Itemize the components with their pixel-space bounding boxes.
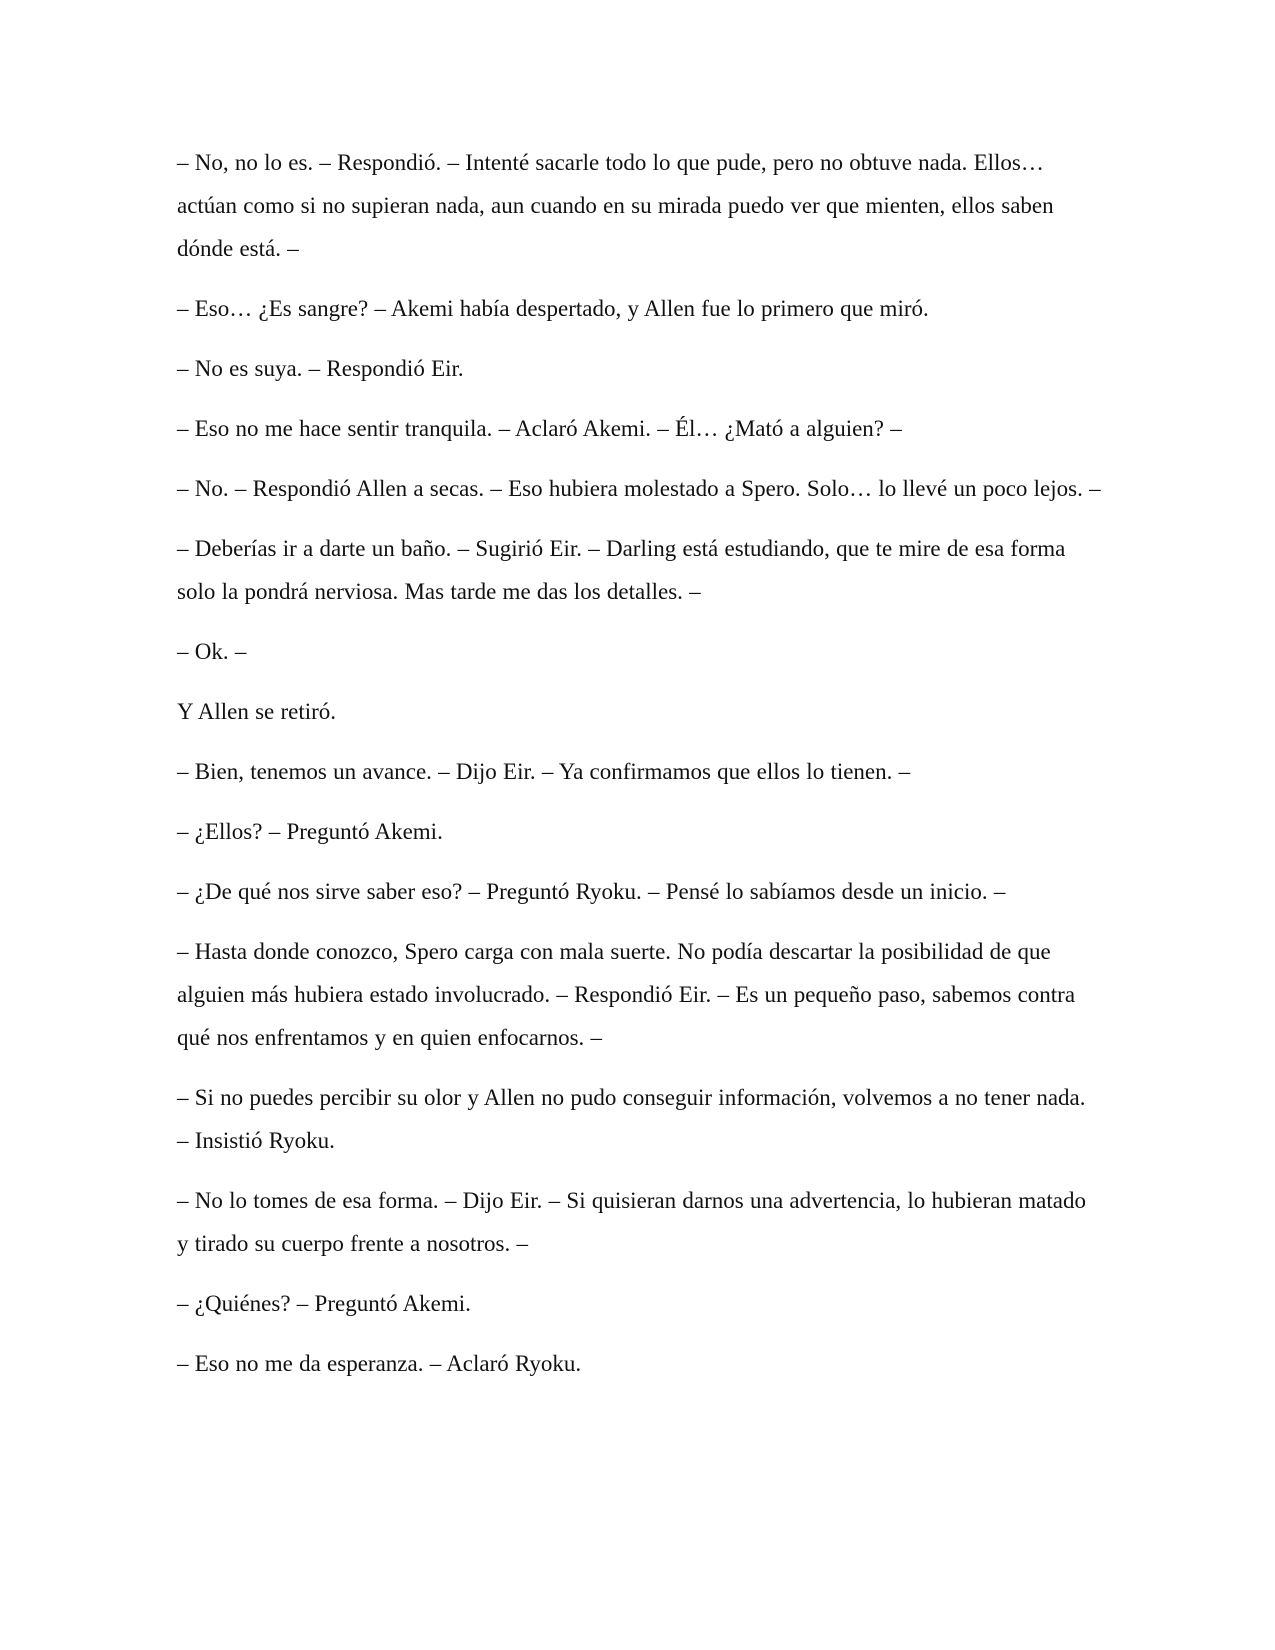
paragraph: – No es suya. – Respondió Eir.: [177, 356, 464, 381]
paragraph: – ¿Quiénes? – Preguntó Akemi.: [177, 1291, 471, 1316]
paragraph: – Bien, tenemos un avance. – Dijo Eir. – Ya confirmamos que ellos lo tienen. –: [177, 759, 911, 784]
paragraph: – No. – Respondió Allen a secas. – Eso hubiera molestado a Spero. Solo… lo llevé un poco lejos. –: [177, 476, 1101, 501]
paragraph: – ¿Ellos? – Preguntó Akemi.: [177, 819, 443, 844]
paragraph: – Eso… ¿Es sangre? – Akemi había despertado, y Allen fue lo primero que miró.: [177, 296, 929, 321]
paragraph: – Deberías ir a darte un baño. – Sugirió Eir. – Darling está estudiando, que te mire de esa forma solo la pondrá nerviosa. Mas tarde me das los detalles. –: [177, 536, 1066, 604]
paragraph: – Ok. –: [177, 639, 247, 664]
document-body: [177, 141, 1102, 1402]
paragraph: – No, no lo es. – Respondió. – Intenté sacarle todo lo que pude, pero no obtuve nada. Ellos… actúan como si no supieran nada, aun cuando en su mirada puedo ver que mienten, ellos saben dónde está. –: [177, 150, 1054, 261]
paragraph: – No lo tomes de esa forma. – Dijo Eir. – Si quisieran darnos una advertencia, lo hubieran matado y tirado su cuerpo frente a nosotros. –: [177, 1188, 1086, 1256]
paragraph: – Eso no me hace sentir tranquila. – Aclaró Akemi. – Él… ¿Mató a alguien? –: [177, 416, 902, 441]
paragraph: Y Allen se retiró.: [177, 699, 337, 724]
paragraph: – Hasta donde conozco, Spero carga con mala suerte. No podía descartar la posibilidad de que alguien más hubiera estado involucrado. – Respondió Eir. – Es un pequeño paso, sabemos contra qué nos enfrentamos y en quien enfocarnos. –: [177, 939, 1076, 1050]
paragraph: – Eso no me da esperanza. – Aclaró Ryoku.: [177, 1351, 582, 1376]
paragraph: – ¿De qué nos sirve saber eso? – Preguntó Ryoku. – Pensé lo sabíamos desde un inicio. –: [177, 879, 1006, 904]
paragraph: – Si no puedes percibir su olor y Allen no pudo conseguir información, volvemos a no tener nada. – Insistió Ryoku.: [177, 1085, 1086, 1153]
